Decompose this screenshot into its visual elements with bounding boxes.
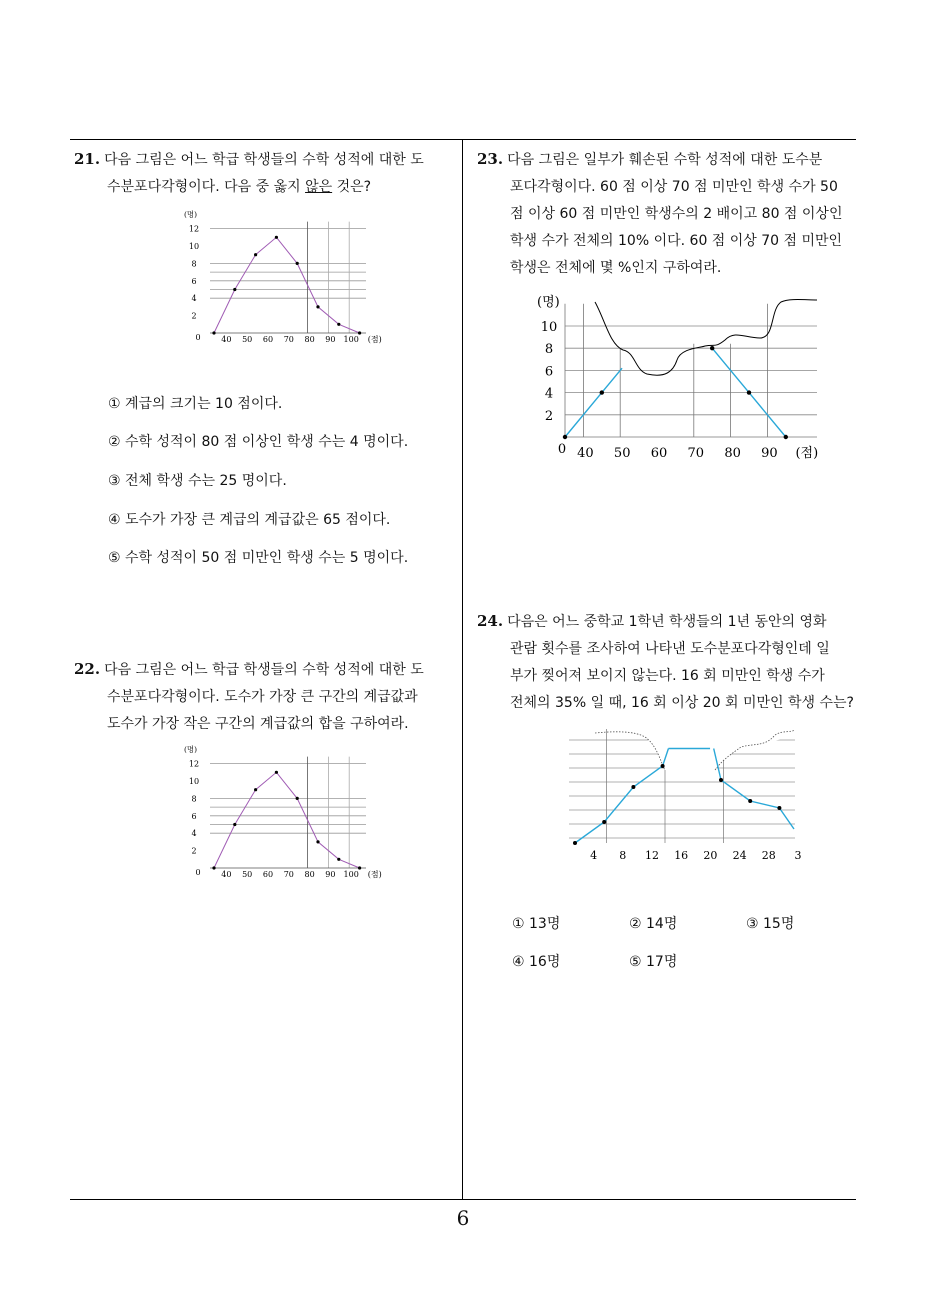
x-tick-label: 40 [577,446,594,461]
data-point [358,866,361,869]
data-point [747,390,751,394]
question-number: 23. [477,150,504,168]
top-rule [70,139,856,140]
y-tick-label: 10 [540,320,558,335]
x-tick-label: 90 [761,446,778,461]
question-21 [74,146,460,201]
q23-chart [525,290,845,470]
question-text: 학생은 전체에 몇 %인지 구하여라. [510,260,722,276]
data-point [233,823,236,826]
series-line [214,237,360,333]
x-tick-label: 50 [242,335,253,344]
y-tick-label: 10 [188,777,200,786]
question-23 [477,146,863,282]
series-line [565,368,622,437]
y-tick-label: 6 [191,811,197,821]
x-tick-label: 20 [703,849,718,862]
y-axis-label: (명) [537,295,560,310]
x-tick-label: 28 [761,849,776,862]
choice-2[interactable]: ② 수학 성적이 80 점 이상인 학생 수는 4 명이다. [108,434,409,450]
question-text: 다음은 어느 중학교 1학년 학생들의 1년 동안의 영화 [507,614,827,630]
y-tick-label: 6 [191,276,197,286]
data-point [777,806,781,810]
series-line [214,772,360,868]
question-number: 24. [477,612,504,630]
data-point [316,840,319,843]
choice-5[interactable]: ⑤ 수학 성적이 50 점 미만인 학생 수는 5 명이다. [108,550,409,566]
x-tick-label: 60 [650,446,668,461]
choice-3[interactable]: ③ 전체 학생 수는 25 명이다. [108,473,287,489]
y-tick-label: 4 [191,829,197,839]
y-axis-label: (명) [184,745,198,754]
x-tick-label: 90 [325,870,336,879]
data-point [748,799,752,803]
data-point [254,253,257,256]
x-tick-label: 70 [283,335,294,344]
x-tick-label: 70 [283,870,294,879]
data-point [337,858,340,861]
x-tick-label: 16 [674,849,689,862]
x-tick-label: 4 [590,849,598,862]
x-axis-label: (점) [795,446,819,461]
x-tick-label: 50 [242,870,253,879]
choice-4[interactable]: ④ 16명 [512,954,561,970]
origin-label: 0 [195,868,201,877]
q24-chart [565,725,805,870]
data-point [212,331,215,334]
question-number: 22. [74,660,101,678]
x-tick-label: 40 [221,335,232,344]
data-point [784,435,788,439]
question-text: 포다각형이다. 60 점 이상 70 점 미만인 학생 수가 50 [510,179,838,195]
x-tick-label: 80 [724,446,741,461]
question-text: 것은? [332,179,372,195]
x-tick-label: 8 [619,849,627,862]
x-tick-label: 12 [645,849,659,862]
column-divider [462,139,463,1200]
choice-1[interactable]: ① 13명 [512,916,561,932]
data-point [337,323,340,326]
choice-3[interactable]: ③ 15명 [746,916,795,932]
y-tick-label: 8 [544,342,554,358]
x-tick-label: 50 [613,446,631,461]
question-number: 21. [74,150,101,168]
y-tick-label: 2 [191,846,197,856]
choice-4[interactable]: ④ 도수가 가장 큰 계급의 계급값은 65 점이다. [108,512,391,528]
bottom-rule [70,1199,856,1200]
x-tick-label: 60 [262,870,274,879]
question-text: 부가 찢어져 보이지 않는다. 16 회 미만인 학생 수가 [510,668,825,684]
question-text: 수분포다각형이다. 다음 중 옳지 [107,179,306,195]
x-axis-label: (점) [367,870,382,879]
question-text: 다음 그림은 어느 학급 학생들의 수학 성적에 대한 도 [104,662,424,678]
y-tick-label: 2 [191,311,197,321]
series-line [714,749,794,830]
x-tick-label: 100 [343,335,359,344]
choice-2[interactable]: ② 14명 [629,916,678,932]
y-tick-label: 10 [188,242,200,251]
question-text: 도수가 가장 작은 구간의 계급값의 합을 구하여라. [107,716,409,732]
data-point [573,841,577,845]
question-text: 학생 수가 전체의 10% 이다. 60 점 이상 70 점 미만인 [510,233,843,249]
data-point [602,820,606,824]
x-tick-label: 40 [221,870,232,879]
origin-label: 0 [557,442,567,457]
y-tick-label: 2 [544,408,554,424]
question-text: 전체의 35% 일 때, 16 회 이상 20 회 미만인 학생 수는? [510,695,854,711]
question-22 [74,656,460,738]
choice-1[interactable]: ① 계급의 크기는 10 점이다. [108,396,283,412]
x-tick-label: 60 [262,335,274,344]
q22-chart [180,740,380,888]
question-text: 다음 그림은 어느 학급 학생들의 수학 성적에 대한 도 [104,152,424,168]
x-tick-label: 100 [343,870,359,879]
x-tick-label: 24 [732,849,747,862]
y-tick-label: 4 [544,386,554,402]
x-tick-label: 80 [304,870,315,879]
data-point [233,288,236,291]
origin-label: 0 [195,333,201,342]
underlined-word: 않은 [305,179,333,195]
data-point [719,778,723,782]
question-text: 점 이상 60 점 미만인 학생수의 2 배이고 80 점 이상인 [510,206,843,222]
y-tick-label: 12 [188,224,200,234]
torn-mask [635,725,795,770]
y-tick-label: 4 [191,294,197,304]
data-point [275,771,278,774]
data-point [296,797,299,800]
y-axis-label: (명) [184,210,198,219]
data-point [296,262,299,265]
choice-5[interactable]: ⑤ 17명 [629,954,678,970]
x-tick-label: 80 [304,335,315,344]
question-24 [477,608,863,717]
question-text: 다음 그림은 일부가 훼손된 수학 성적에 대한 도수분 [507,152,823,168]
data-point [600,390,604,394]
x-tick-label: 70 [687,446,705,461]
data-point [212,866,215,869]
data-point [316,305,319,308]
y-tick-label: 8 [191,259,197,269]
torn-edge [595,300,817,376]
x-tick-label: 90 [325,335,336,344]
data-point [631,785,635,789]
data-point [275,236,278,239]
x-axis-label: (점) [367,335,382,344]
data-point [254,788,257,791]
y-tick-label: 8 [191,794,197,804]
data-point [563,435,567,439]
x-tick-label: 3 [794,849,802,862]
y-tick-label: 12 [188,759,200,769]
y-tick-label: 6 [544,364,554,380]
question-text: 수분포다각형이다. 도수가 가장 큰 구간의 계급값과 [107,689,418,705]
q21-chart [180,205,380,350]
page-number: 6 [456,1206,470,1230]
data-point [661,764,665,768]
data-point [358,331,361,334]
question-text: 관람 횟수를 조사하여 나타낸 도수분포다각형인데 일 [510,641,830,657]
data-point [710,346,714,350]
